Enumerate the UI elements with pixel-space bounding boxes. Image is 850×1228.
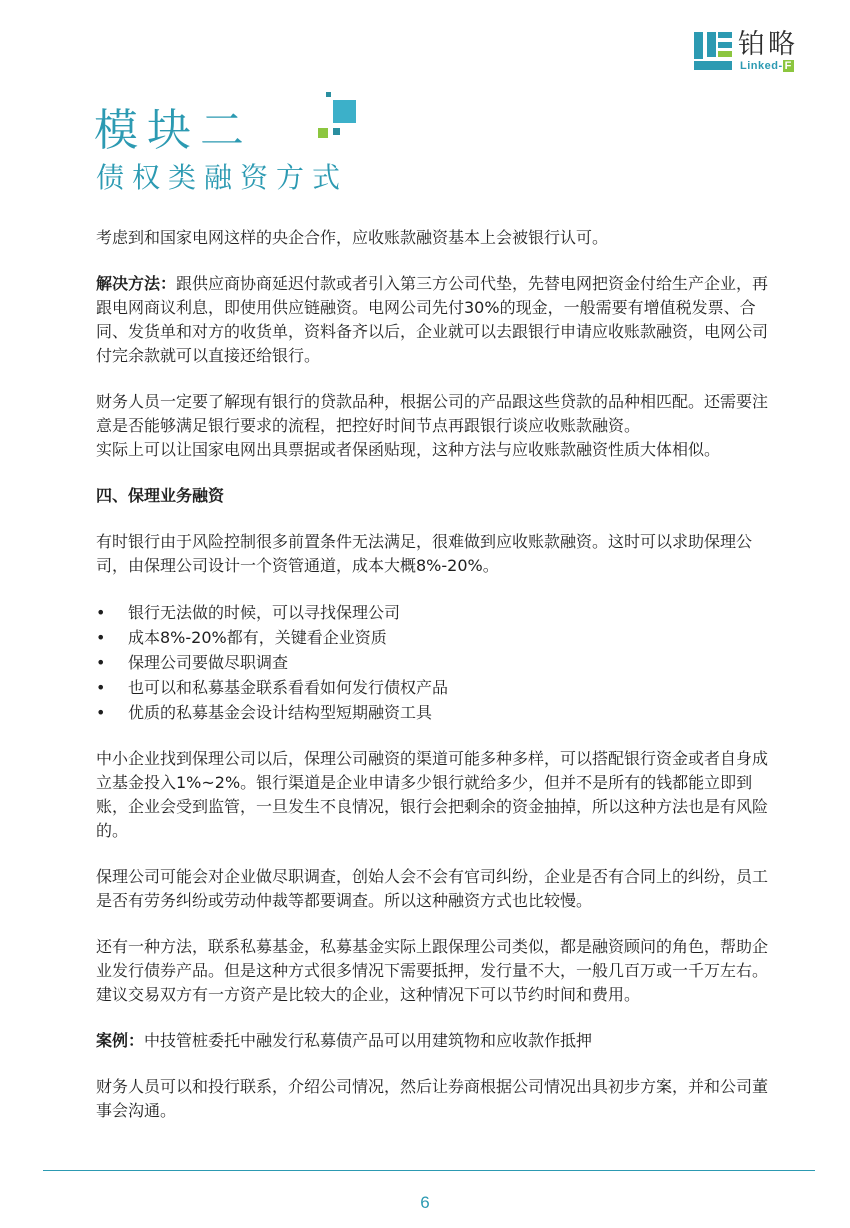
list-item: • 优质的私募基金会设计结构型短期融资工具 — [96, 700, 772, 725]
paragraph-case — [96, 1029, 772, 1053]
paragraph-factoring-intro: 有时银行由于风险控制很多前置条件无法满足，很难做到应收账款融资。这时可以求助保理公司，由保理公司设计一个资管通道，成本大概8%-20%。 — [96, 532, 753, 575]
decorative-square — [333, 100, 356, 123]
brand-logo — [694, 30, 814, 74]
decorative-square — [318, 128, 328, 138]
decorative-square — [333, 128, 340, 135]
factoring-bullet-list — [96, 600, 772, 725]
case-text: 中技管桩委托中融发行私募债产品可以用建筑物和应收款作抵押 — [144, 1031, 593, 1050]
body-content — [96, 226, 772, 1123]
list-item: • 也可以和私募基金联系看看如何发行债权产品 — [96, 675, 772, 700]
logo-english-name: Linked- F — [740, 60, 792, 72]
paragraph-solution — [96, 272, 772, 368]
list-item: • 保理公司要做尽职调查 — [96, 650, 772, 675]
case-label: 案例： — [96, 1031, 145, 1050]
list-item: • 银行无法做的时候，可以寻找保理公司 — [96, 600, 772, 625]
paragraph-investment-bank: 财务人员可以和投行联系，介绍公司情况，然后让券商根据公司情况出具初步方案，并和公司董事会沟通。 — [96, 1077, 769, 1120]
logo-chinese-name: 铂略 — [738, 29, 798, 60]
footer-divider — [43, 1170, 815, 1171]
module-subtitle: 债权类融资方式 — [96, 161, 349, 194]
solution-text: 跟供应商协商延迟付款或者引入第三方公司代垫，先替电网把资金付给生产企业，再跟电网商议利息，即使用供应链融资。电网公司先付30%的现金，一般需要有增值税发票、合同、发货单和对方的收货单，资料备齐以后，企业就可以去跟银行申请应收账款融资，电网公司付完余款就可以直接还给银行。 — [96, 274, 769, 365]
list-item: • 成本8%-20%都有，关键看企业资质 — [96, 625, 772, 650]
logo-mark-icon — [694, 32, 732, 70]
paragraph-due-diligence: 保理公司可能会对企业做尽职调查，创始人会不会有官司纠纷，企业是否有合同上的纠纷，员工是否有劳务纠纷或劳动仲裁等都要调查。所以这种融资方式也比较慢。 — [96, 867, 769, 910]
paragraph-sme-channels: 中小企业找到保理公司以后，保理公司融资的渠道可能多种多样，可以搭配银行资金或者自身成立基金投入1%~2%。银行渠道是企业申请多少银行就给多少，但并不是所有的钱都能立即到账，企业会受到监管，一旦发生不良情况，银行会把剩余的资金抽掉，所以这种方法也是有风险的。 — [96, 749, 769, 840]
paragraph-intro: 考虑到和国家电网这样的央企合作，应收账款融资基本上会被银行认可。 — [96, 228, 609, 247]
module-title: 模块二 — [94, 105, 253, 156]
section-heading-factoring: 四、保理业务融资 — [96, 486, 225, 505]
paragraph-finance-staff: 财务人员一定要了解现有银行的贷款品种，根据公司的产品跟这些贷款的品种相匹配。还需要注意是否能够满足银行要求的流程，把控好时间节点再跟银行谈应收账款融资。 — [96, 392, 769, 435]
solution-label: 解决方法： — [96, 274, 177, 293]
decorative-square — [326, 92, 331, 97]
page-number: 6 — [420, 1193, 430, 1212]
paragraph-discount: 实际上可以让国家电网出具票据或者保函贴现，这种方法与应收账款融资性质大体相似。 — [96, 440, 721, 459]
paragraph-private-fund: 还有一种方法，联系私募基金，私募基金实际上跟保理公司类似，都是融资顾问的角色，帮助企业发行债券产品。但是这种方式很多情况下需要抵押，发行量不大，一般几百万或一千万左右。建议交易双方有一方资产是比较大的企业，这种情况下可以节约时间和费用。 — [96, 937, 769, 1004]
